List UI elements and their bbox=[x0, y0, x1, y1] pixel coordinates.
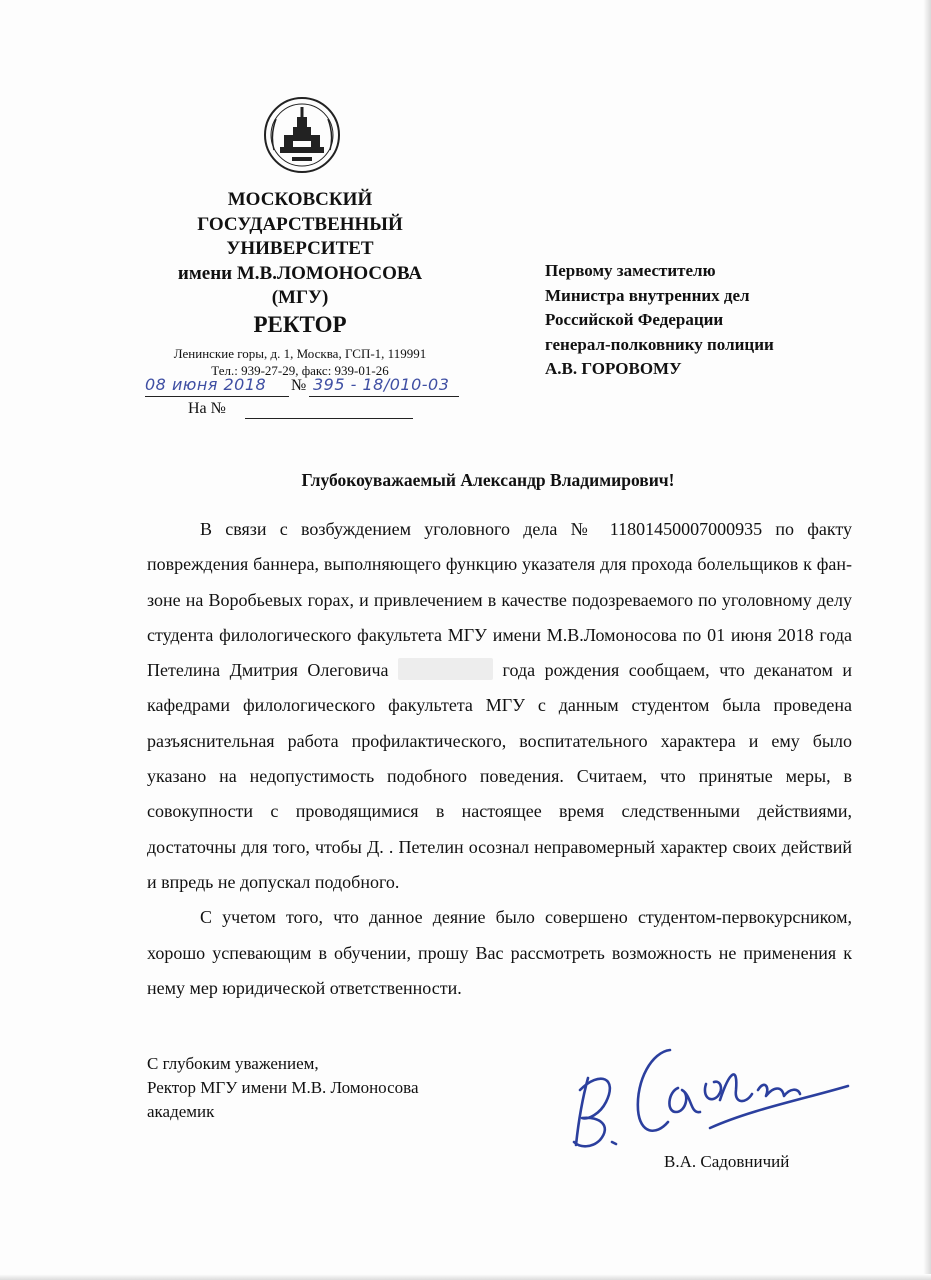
addressee-line: Первому заместителю bbox=[545, 261, 716, 280]
letter-body bbox=[147, 512, 852, 1006]
paragraph: С учетом того, что данное деяние было совершено студентом-первокурсником, хорошо успевающим в обучении, прошу Вас рассмотреть возможность не применения к нему мер юридической ответственности. bbox=[147, 907, 852, 998]
page-edge-shadow bbox=[923, 0, 931, 1280]
incoming-number-label: На № bbox=[188, 400, 226, 417]
closing-line: академик bbox=[147, 1102, 215, 1121]
university-name bbox=[150, 188, 450, 311]
addressee-block bbox=[545, 259, 774, 382]
page-edge-shadow bbox=[0, 1274, 931, 1280]
incoming-number-line bbox=[245, 418, 413, 419]
number-sign: № bbox=[291, 377, 307, 394]
paragraph-text: В связи с возбуждением уголовного дела № 11801450007000935 по факту повреждения баннера, выполняющего функцию указателя для прохода болельщиков к фан-зоне на Воробьевых горах, и привлечением в качестве подозреваемого по уголовному делу студента филологического факультета МГУ имени М.В.Ломоносова по 01 июня 2018 года Петелина Дмитрия Олеговича bbox=[147, 519, 852, 681]
rector-title: РЕКТОР bbox=[253, 312, 347, 337]
signer-name: В.А. Садовничий bbox=[664, 1152, 790, 1171]
contact-block bbox=[150, 345, 450, 379]
msu-emblem-icon bbox=[262, 95, 342, 175]
redacted-birth-year bbox=[398, 658, 493, 680]
outgoing-number-row bbox=[145, 375, 465, 399]
addressee-line: генерал-полковнику полиции bbox=[545, 334, 774, 354]
org-line: (МГУ) bbox=[271, 287, 329, 308]
org-line: УНИВЕРСИТЕТ bbox=[226, 238, 374, 259]
paragraph-text: года рождения сообщаем, что деканатом и кафедрами филологического факультета МГУ с данным студентом была проведена разъяснительная работа профилактического, воспитательного характера и ему было указано на недопустимость подобного поведения. Считаем, что принятые меры, в совокупности с проводящимися в настоящее время следственными действиями, достаточны для того, чтобы Д. . Петелин осознал неправомерный характер своих действий и впредь не допускал подобного. bbox=[147, 660, 852, 892]
postal-address: Ленинские горы, д. 1, Москва, ГСП-1, 119991 bbox=[173, 346, 427, 361]
paragraph bbox=[147, 512, 852, 900]
outgoing-number: 395 - 18/010-03 bbox=[313, 375, 450, 394]
org-line: ГОСУДАРСТВЕННЫЙ bbox=[197, 213, 403, 235]
outgoing-date: 08 июня 2018 bbox=[145, 375, 267, 394]
org-line: МОСКОВСКИЙ bbox=[227, 189, 373, 210]
number-underline bbox=[309, 396, 459, 397]
closing-block bbox=[147, 1052, 419, 1124]
date-underline bbox=[145, 396, 289, 397]
handwritten-signature bbox=[560, 1030, 860, 1160]
addressee-line: Российской Федерации bbox=[545, 310, 724, 329]
closing-line: Ректор МГУ имени М.В. Ломоносова bbox=[147, 1078, 419, 1097]
phone-fax: Тел.: 939-27-29, факс: 939-01-26 bbox=[211, 363, 389, 378]
addressee-line: Министра внутренних дел bbox=[545, 285, 750, 305]
salutation: Глубокоуважаемый Александр Владимирович! bbox=[301, 470, 675, 490]
org-line: имени М.В.ЛОМОНОСОВА bbox=[177, 262, 423, 284]
addressee-line: А.В. ГОРОВОМУ bbox=[545, 359, 682, 378]
closing-line: С глубоким уважением, bbox=[147, 1054, 319, 1073]
